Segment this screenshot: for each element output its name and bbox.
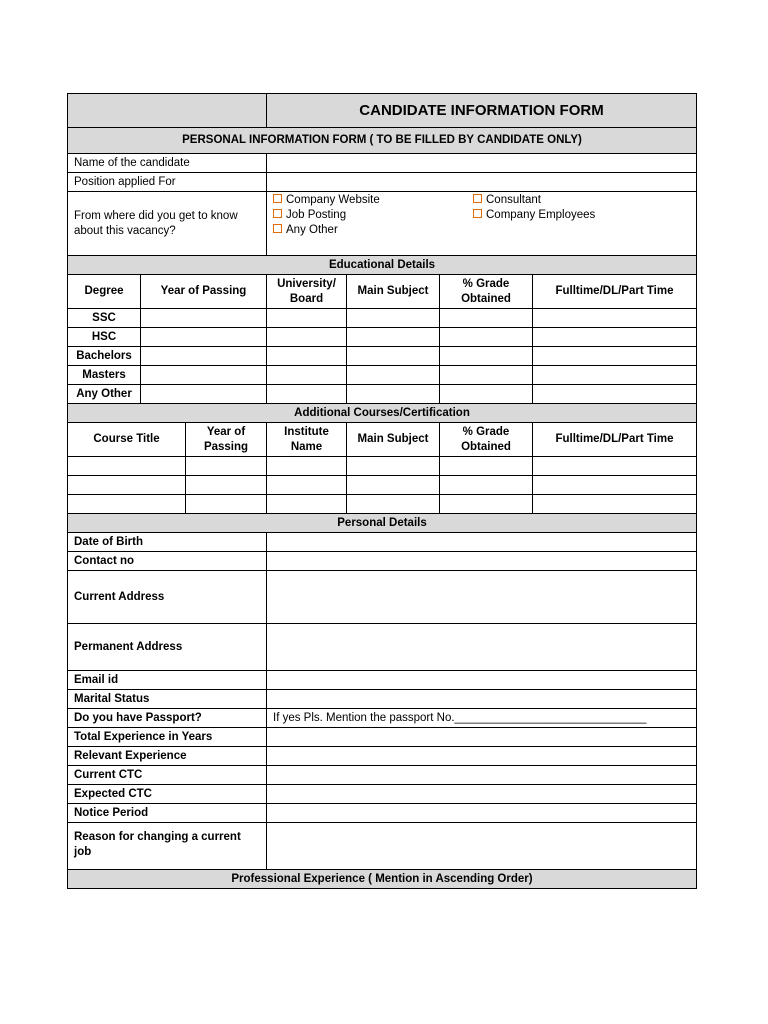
personal-details-header-row bbox=[68, 514, 697, 533]
input-cell[interactable] bbox=[533, 476, 697, 495]
option-label: Consultant bbox=[486, 194, 541, 206]
input-cell[interactable] bbox=[440, 385, 533, 404]
dob-input[interactable] bbox=[267, 533, 697, 552]
input-cell[interactable] bbox=[440, 495, 533, 514]
contact-input[interactable] bbox=[267, 552, 697, 571]
input-cell[interactable] bbox=[533, 457, 697, 476]
input-cell[interactable] bbox=[141, 347, 267, 366]
option-label: Company Employees bbox=[486, 209, 596, 221]
input-cell[interactable] bbox=[267, 347, 347, 366]
option-any-other[interactable] bbox=[273, 223, 473, 238]
checkbox-icon[interactable] bbox=[473, 194, 482, 203]
input-cell[interactable] bbox=[267, 328, 347, 347]
course-row bbox=[68, 495, 697, 514]
col-study-mode: Fulltime/DL/Part Time bbox=[533, 275, 697, 309]
checkbox-icon[interactable] bbox=[273, 194, 282, 203]
relevant-exp-label: Relevant Experience bbox=[68, 747, 267, 766]
dob-row bbox=[68, 533, 697, 552]
checkbox-icon[interactable] bbox=[273, 209, 282, 218]
total-exp-input[interactable] bbox=[267, 728, 697, 747]
personal-info-header: PERSONAL INFORMATION FORM ( TO BE FILLED BY CANDIDATE ONLY) bbox=[68, 128, 697, 154]
education-row bbox=[68, 366, 697, 385]
input-cell[interactable] bbox=[267, 457, 347, 476]
input-cell[interactable] bbox=[440, 347, 533, 366]
permanent-address-label: Permanent Address bbox=[68, 624, 267, 671]
option-label: Job Posting bbox=[286, 209, 347, 221]
permanent-address-input[interactable] bbox=[267, 624, 697, 671]
education-row bbox=[68, 385, 697, 404]
col-institute-name: Institute Name bbox=[267, 423, 347, 457]
course-row bbox=[68, 476, 697, 495]
col-grade-obtained: % Grade Obtained bbox=[440, 275, 533, 309]
input-cell[interactable] bbox=[347, 385, 440, 404]
courses-header: Additional Courses/Certification bbox=[68, 404, 697, 423]
courses-header-row bbox=[68, 404, 697, 423]
col-main-subject: Main Subject bbox=[347, 423, 440, 457]
form-title: CANDIDATE INFORMATION FORM bbox=[267, 94, 697, 128]
position-row bbox=[68, 173, 697, 192]
input-cell[interactable] bbox=[186, 476, 267, 495]
col-university-board: University/ Board bbox=[267, 275, 347, 309]
position-input[interactable] bbox=[267, 173, 697, 192]
degree-label: SSC bbox=[68, 309, 141, 328]
email-row bbox=[68, 671, 697, 690]
reason-input[interactable] bbox=[267, 823, 697, 870]
marital-row bbox=[68, 690, 697, 709]
option-label: Any Other bbox=[286, 224, 338, 236]
dob-label: Date of Birth bbox=[68, 533, 267, 552]
education-row bbox=[68, 309, 697, 328]
option-company-website[interactable] bbox=[273, 193, 473, 208]
input-cell[interactable] bbox=[68, 476, 186, 495]
education-header-row bbox=[68, 256, 697, 275]
notice-label: Notice Period bbox=[68, 804, 267, 823]
position-label: Position applied For bbox=[68, 173, 267, 192]
input-cell[interactable] bbox=[440, 457, 533, 476]
relevant-exp-input[interactable] bbox=[267, 747, 697, 766]
total-exp-row bbox=[68, 728, 697, 747]
input-cell[interactable] bbox=[533, 328, 697, 347]
option-job-posting[interactable] bbox=[273, 208, 473, 223]
name-row bbox=[68, 154, 697, 173]
option-company-employees[interactable] bbox=[473, 208, 623, 223]
input-cell[interactable] bbox=[533, 385, 697, 404]
title-row bbox=[68, 94, 697, 128]
input-cell[interactable] bbox=[267, 366, 347, 385]
email-label: Email id bbox=[68, 671, 267, 690]
input-cell[interactable] bbox=[347, 328, 440, 347]
input-cell[interactable] bbox=[68, 457, 186, 476]
source-options bbox=[267, 192, 697, 256]
degree-label: HSC bbox=[68, 328, 141, 347]
course-row bbox=[68, 457, 697, 476]
logo-cell bbox=[68, 94, 267, 128]
email-input[interactable] bbox=[267, 671, 697, 690]
col-course-title: Course Title bbox=[68, 423, 186, 457]
candidate-information-form bbox=[67, 93, 697, 889]
input-cell[interactable] bbox=[347, 457, 440, 476]
personal-details-header: Personal Details bbox=[68, 514, 697, 533]
education-row bbox=[68, 328, 697, 347]
input-cell[interactable] bbox=[347, 476, 440, 495]
current-ctc-input[interactable] bbox=[267, 766, 697, 785]
input-cell[interactable] bbox=[347, 309, 440, 328]
input-cell[interactable] bbox=[141, 366, 267, 385]
current-address-input[interactable] bbox=[267, 571, 697, 624]
input-cell[interactable] bbox=[141, 328, 267, 347]
col-study-mode: Fulltime/DL/Part Time bbox=[533, 423, 697, 457]
input-cell[interactable] bbox=[347, 366, 440, 385]
expected-ctc-label: Expected CTC bbox=[68, 785, 267, 804]
input-cell[interactable] bbox=[533, 347, 697, 366]
input-cell[interactable] bbox=[440, 328, 533, 347]
current-address-label: Current Address bbox=[68, 571, 267, 624]
current-ctc-label: Current CTC bbox=[68, 766, 267, 785]
passport-input[interactable]: If yes Pls. Mention the passport No.______________________________ bbox=[267, 709, 697, 728]
education-columns bbox=[68, 275, 697, 309]
degree-label: Any Other bbox=[68, 385, 141, 404]
input-cell[interactable] bbox=[347, 495, 440, 514]
source-options-left bbox=[273, 193, 473, 238]
passport-row bbox=[68, 709, 697, 728]
current-address-row bbox=[68, 571, 697, 624]
reason-row bbox=[68, 823, 697, 870]
checkbox-icon[interactable] bbox=[473, 209, 482, 218]
passport-label: Do you have Passport? bbox=[68, 709, 267, 728]
current-ctc-row bbox=[68, 766, 697, 785]
expected-ctc-row bbox=[68, 785, 697, 804]
personal-info-header-row bbox=[68, 128, 697, 154]
input-cell[interactable] bbox=[186, 495, 267, 514]
source-label: From where did you get to know about this vacancy? bbox=[68, 192, 267, 256]
input-cell[interactable] bbox=[533, 309, 697, 328]
professional-header: Professional Experience ( Mention in Ascending Order) bbox=[68, 870, 697, 889]
input-cell[interactable] bbox=[267, 495, 347, 514]
permanent-address-row bbox=[68, 624, 697, 671]
input-cell[interactable] bbox=[533, 495, 697, 514]
input-cell[interactable] bbox=[267, 476, 347, 495]
degree-label: Bachelors bbox=[68, 347, 141, 366]
checkbox-icon[interactable] bbox=[273, 224, 282, 233]
education-header: Educational Details bbox=[68, 256, 697, 275]
courses-columns bbox=[68, 423, 697, 457]
name-label: Name of the candidate bbox=[68, 154, 267, 173]
option-consultant[interactable] bbox=[473, 193, 623, 208]
col-grade-obtained: % Grade Obtained bbox=[440, 423, 533, 457]
professional-header-row bbox=[68, 870, 697, 889]
col-year-of-passing: Year of Passing bbox=[186, 423, 267, 457]
option-label: Company Website bbox=[286, 194, 380, 206]
input-cell[interactable] bbox=[440, 366, 533, 385]
input-cell[interactable] bbox=[68, 495, 186, 514]
input-cell[interactable] bbox=[267, 385, 347, 404]
input-cell[interactable] bbox=[267, 309, 347, 328]
col-degree: Degree bbox=[68, 275, 141, 309]
input-cell[interactable] bbox=[186, 457, 267, 476]
name-input[interactable] bbox=[267, 154, 697, 173]
col-main-subject: Main Subject bbox=[347, 275, 440, 309]
input-cell[interactable] bbox=[141, 309, 267, 328]
notice-row bbox=[68, 804, 697, 823]
relevant-exp-row bbox=[68, 747, 697, 766]
degree-label: Masters bbox=[68, 366, 141, 385]
input-cell[interactable] bbox=[440, 476, 533, 495]
source-row bbox=[68, 192, 697, 256]
input-cell[interactable] bbox=[347, 347, 440, 366]
input-cell[interactable] bbox=[440, 309, 533, 328]
marital-input[interactable] bbox=[267, 690, 697, 709]
input-cell[interactable] bbox=[533, 366, 697, 385]
reason-label: Reason for changing a current job bbox=[68, 823, 267, 870]
education-row bbox=[68, 347, 697, 366]
marital-label: Marital Status bbox=[68, 690, 267, 709]
input-cell[interactable] bbox=[141, 385, 267, 404]
contact-row bbox=[68, 552, 697, 571]
col-year-of-passing: Year of Passing bbox=[141, 275, 267, 309]
contact-label: Contact no bbox=[68, 552, 267, 571]
notice-input[interactable] bbox=[267, 804, 697, 823]
source-options-right bbox=[473, 193, 623, 223]
expected-ctc-input[interactable] bbox=[267, 785, 697, 804]
total-exp-label: Total Experience in Years bbox=[68, 728, 267, 747]
